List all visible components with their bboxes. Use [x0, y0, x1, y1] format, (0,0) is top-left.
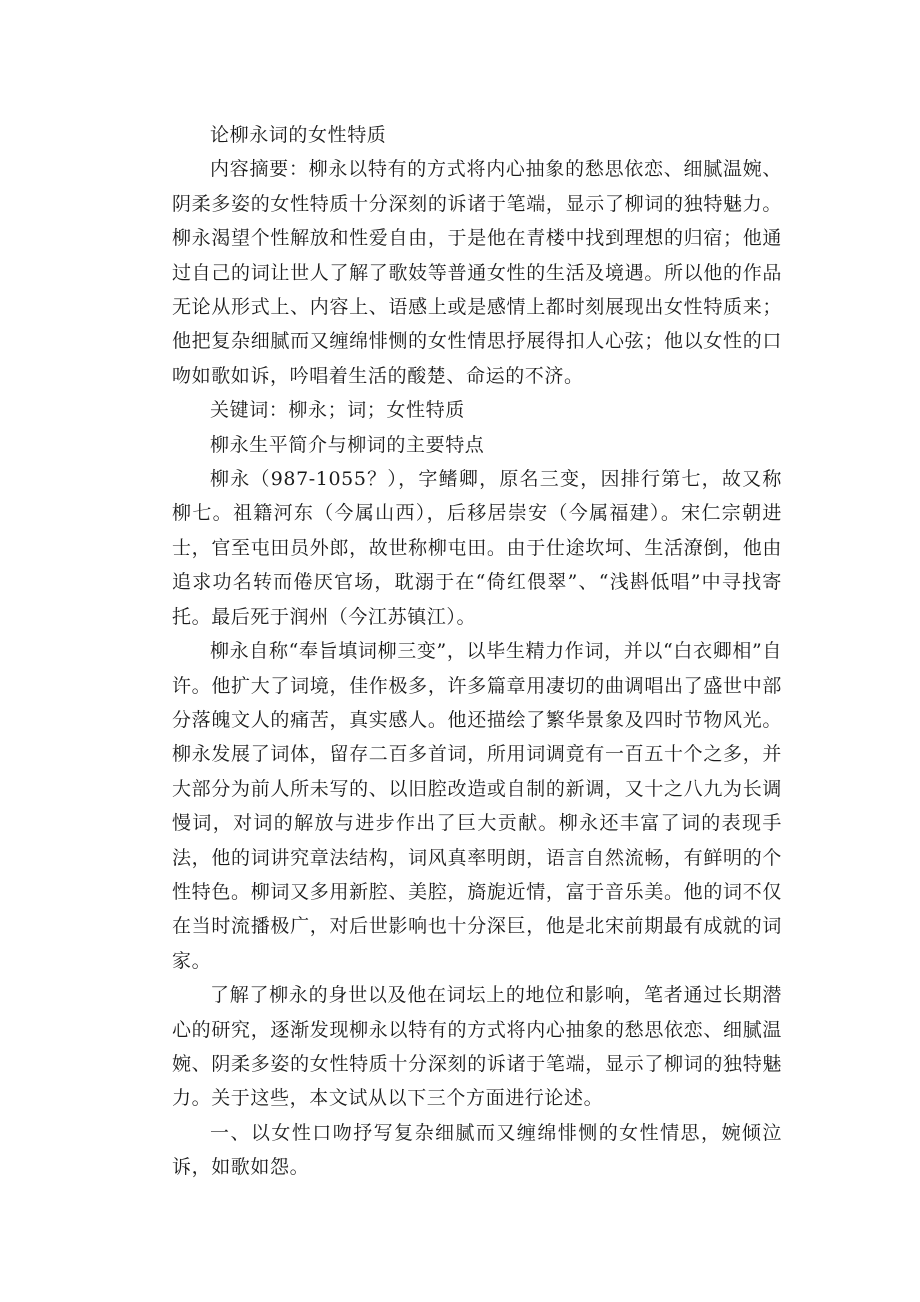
biography-paragraph: 柳永（987-1055？），字鳍卿，原名三变，因排行第七，故又称柳七。祖籍河东（今属山西），后移居崇安（今属福建）。宋仁宗朝进士，官至屯田员外郎，故世称柳屯田。由于仕途坎坷、生活潦倒，他由追求功名转而倦厌官场，耽溺于在“倚红偎翠”、“浅斟低唱”中寻找寄托。最后死于润州（今江苏镇江）。: [172, 468, 782, 628]
section-heading: 柳永生平简介与柳词的主要特点: [210, 433, 485, 456]
document-body: [172, 118, 782, 1185]
keywords-line: 关键词：柳永；词；女性特质: [210, 399, 465, 422]
thesis-paragraph: 了解了柳永的身世以及他在词坛上的地位和影响，笔者通过长期潜心的研究，逐渐发现柳永以特有的方式将内心抽象的愁思依恋、细腻温婉、阴柔多姿的女性特质十分深刻的诉诸于笔端，显示了柳词的独特魅力。关于这些，本文试从以下三个方面进行论述。: [172, 984, 782, 1110]
document-title: 论柳永词的女性特质: [210, 124, 387, 146]
abstract-paragraph: 内容摘要：柳永以特有的方式将内心抽象的愁思依恋、细腻温婉、阴柔多姿的女性特质十分深刻的诉诸于笔端，显示了柳词的独特魅力。柳永渴望个性解放和性爱自由，于是他在青楼中找到理想的归宿；他通过自己的词让世人了解了歌妓等普通女性的生活及境遇。所以他的作品无论从形式上、内容上、语感上或是感情上都时刻展现出女性特质来；他把复杂细腻而又缠绵悱恻的女性情思抒展得扣人心弦；他以女性的口吻如歌如诉，吟唱着生活的酸楚、命运的不济。: [172, 158, 782, 387]
point-one-heading: 一、以女性口吻抒写复杂细腻而又缠绵悱恻的女性情思，婉倾泣诉，如歌如怨。: [172, 1121, 782, 1179]
achievements-paragraph: 柳永自称“奉旨填词柳三变”，以毕生精力作词，并以“白衣卿相”自许。他扩大了词境，佳作极多，许多篇章用凄切的曲调唱出了盛世中部分落魄文人的痛苦，真实感人。他还描绘了繁华景象及四时节物风光。柳永发展了词体，留存二百多首词，所用词调竟有一百五十个之多，并大部分为前人所未写的、以旧腔改造或自制的新调，又十之八九为长调慢词，对词的解放与进步作出了巨大贡献。柳永还丰富了词的表现手法，他的词讲究章法结构，词风真率明朗，语言自然流畅，有鲜明的个性特色。柳词又多用新腔、美腔，旖旎近情，富于音乐美。他的词不仅在当时流播极广，对后世影响也十分深巨，他是北宋前期最有成就的词家。: [172, 640, 782, 972]
